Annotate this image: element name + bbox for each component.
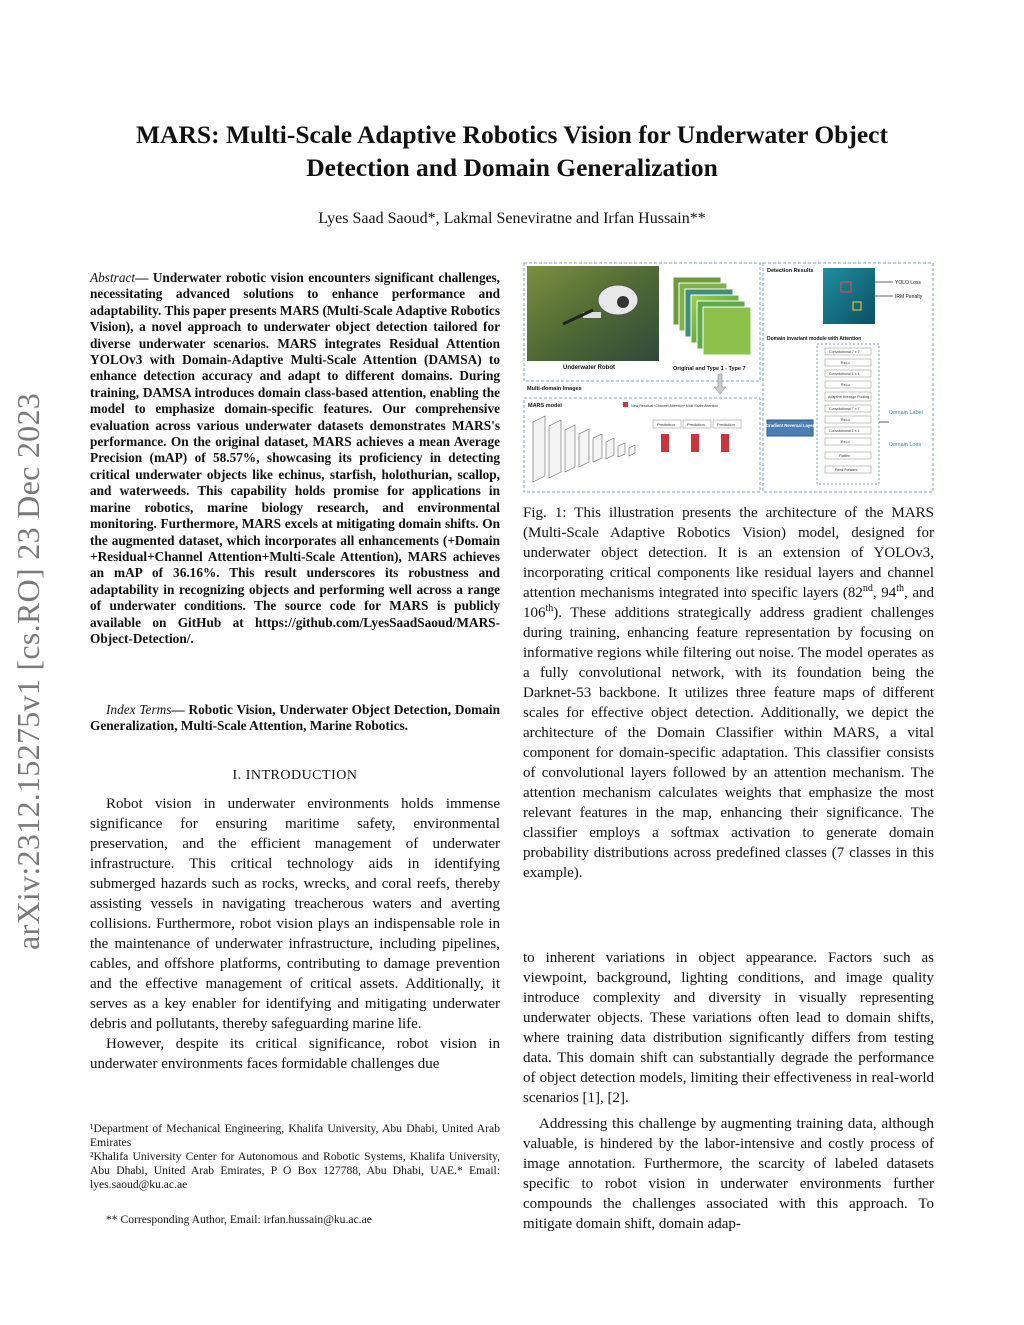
footnote: ²Khalifa University Center for Autonomous and Robotic Systems, Khalifa University, Abu Dhabi, United Arab Emirates, P O Box 127788, Abu Dhabi, UAE.* Email: lyes.saoud@ku.ac.ae xyxy=(90,1150,500,1191)
multi-domain-stack xyxy=(673,277,751,355)
abstract-text: Underwater robotic vision encounters significant challenges, necessitating advanced solutions to enhance performance and adaptability. This paper presents MARS (Multi-Scale Adaptive Robotics Vision), a novel approach to underwater object detection tailored for diverse underwater scenarios. MARS integrates Residual Attention YOLOv3 with Domain-Adaptive Multi-Scale Attention (DAMSA) to enhance detection accuracy and adapt to different domains. During training, DAMSA introduces domain class-based attention, enabling the model to emphasize domain-specific features. Our comprehensive evaluation across various underwater datasets demonstrates MARS's performance. On the original dataset, MARS achieves a mean Average Precision (mAP) of 58.57%, showcasing its proficiency in detecting critical underwater objects like echinus, starfish, holothurian, scallop, and waterweeds. This capability holds promise for applications in marine robotics, marine biology research, and environmental monitoring. Furthermore, MARS excels at mitigating domain shifts. On the augmented dataset, which incorporates all enhancements (+Domain +Residual+Channel Attention+Multi-Scale Attention), MARS achieves an mAP of 36.16%. This result underscores its robustness and adaptability in recognizing objects and performing well across a range of underwater conditions. The source code for MARS is publicly available on GitHub at https://github.com/LyesSaadSaoud/MARS-Object-Detection/. xyxy=(90,270,500,646)
figure-caption: Fig. 1: This illustration presents the architecture of the MARS (Multi-Scale Adaptive Robotics Vision) model, designed for underwater object detection. It is an extension of YOLOv3, incorporating critical components like residual layers and channel attention mechanisms integrated into specific layers (82nd, 94th, and 106th). These additions strategically address gradient challenges during training, enhancing feature representation by focusing on informative regions while filtering out noise. The model operates as a fully convolutional network, with its foundation being the Darknet-53 backbone. It utilizes three feature maps of different scales for effective object detection. Additionally, we depict the architecture of the Domain Classifier within MARS, a vital component for domain-specific adaptation. This classifier consists of convolutional layers followed by an attention mechanism. The attention mechanism calculates weights that emphasize the most relevant features in the map, enhancing their significance. The classifier employs a softmax activation to generate domain probability distributions across predefined classes (7 classes in this example). xyxy=(523,505,934,881)
paper-title: MARS: Multi-Scale Adaptive Robotics Vision for Underwater Object Detection and Domain Generalization xyxy=(136,120,888,182)
svg-text:Convolutional 1 x 1: Convolutional 1 x 1 xyxy=(829,372,860,376)
svg-text:ReLu: ReLu xyxy=(841,440,850,444)
section-heading: I. INTRODUCTION xyxy=(232,768,358,783)
network-layers xyxy=(533,416,635,482)
label-domain-loss: Domain Loss xyxy=(889,442,922,448)
label-yolo-loss: YOLO Loss xyxy=(895,280,921,286)
label-mars-model: MARS model xyxy=(528,403,562,409)
body-paragraph: Addressing this challenge by augmenting training data, although valuable, is hindered by the labor-intensive and costly process of image annotation. Furthermore, the scarcity of labeled datasets specific to robot vision in underwater environments further compounds the challenges associated with this approach. To mitigate domain shift, domain adap- xyxy=(523,1116,934,1232)
index-terms: Index Terms— Robotic Vision, Underwater Object Detection, Domain Generalization, Multi-Scale Attention, Marine Robotics. xyxy=(90,702,500,734)
prediction-heads xyxy=(653,420,741,452)
svg-text:Feed Forward: Feed Forward xyxy=(835,468,858,472)
right-column-text xyxy=(523,948,934,1234)
label-multi-domain: Multi-domain Images xyxy=(527,386,582,392)
label-underwater-robot: Underwater Robot xyxy=(563,365,616,371)
detection-image xyxy=(823,268,875,324)
label-gradient-reversal: Gradient Reversal Layer xyxy=(765,423,815,428)
index-terms-label: Index Terms xyxy=(106,702,172,717)
label-detection-results: Detection Results xyxy=(767,268,814,274)
intro-paragraph: However, despite its critical significance, robot vision in underwater environments faces formidable challenges due xyxy=(90,1036,500,1072)
label-original-types: Original and Type 1 - Type 7 xyxy=(673,366,746,372)
index-terms-text: Robotic Vision, Underwater Object Detection, Domain Generalization, Multi-Scale Attention, Marine Robotics. xyxy=(90,702,500,734)
svg-text:Flatten: Flatten xyxy=(839,454,850,458)
label-domain-label: Domain Label xyxy=(889,410,923,416)
svg-text:Prediction: Prediction xyxy=(687,422,705,427)
introduction-text xyxy=(90,794,500,1074)
legend-text: New Residual+Channel Attention+Multi Scale Attention xyxy=(631,404,719,408)
svg-text:Prediction: Prediction xyxy=(717,422,735,427)
label-irm-penalty: IRM Penalty xyxy=(895,294,923,300)
abstract-label: Abstract xyxy=(90,270,136,285)
intro-paragraph: Robot vision in underwater environments holds immense significance for ensuring maritime safety, environmental preservation, and the efficient management of underwater infrastructure. This critical technology aids in identifying submerged hazards such as rocks, wrecks, and coral reefs, thereby assisting vessels in navigating treacherous waters and averting collisions. Furthermore, robot vision plays an indispensable role in the maintenance of underwater infrastructure, including pipelines, cables, and offshore platforms, contributing to damage prevention and the effective management of critical assets. Additionally, it serves as a key enabler for identifying and mitigating underwater debris and pollutants, thereby safeguarding marine life. xyxy=(90,796,500,1032)
domain-classifier-layers xyxy=(825,348,871,473)
body-paragraph: to inherent variations in object appearance. Factors such as viewpoint, background, lighting conditions, and image quality introduce complexity and diversity in visually representing underwater objects. These variations often lead to domain shifts, where training data distribution significantly differs from testing data. This domain shift can substantially degrade the performance of object detection models, limiting their effectiveness in real-world scenarios [1], [2]. xyxy=(523,950,934,1106)
svg-text:Prediction: Prediction xyxy=(657,422,675,427)
svg-text:Convolutional 7 x 7: Convolutional 7 x 7 xyxy=(829,407,860,411)
svg-text:ReLu: ReLu xyxy=(841,418,850,422)
footnote: ** Corresponding Author, Email: irfan.hussain@ku.ac.ae xyxy=(106,1213,372,1226)
author-list: Lyes Saad Saoud*, Lakmal Seneviratne and Irfan Hussain** xyxy=(318,210,706,227)
abstract: Abstract— Underwater robotic vision encounters significant challenges, necessitating advanced solutions to enhance performance and adaptability. This paper presents MARS (Multi-Scale Adaptive Robotics Vision), a novel approach to underwater object detection tailored for diverse underwater scenarios. MARS integrates Residual Attention YOLOv3 with Domain-Adaptive Multi-Scale Attention (DAMSA) to enhance detection accuracy and adapt to different domains. During training, DAMSA introduces domain class-based attention, enabling the model to emphasize domain-specific features. Our comprehensive evaluation across various underwater datasets demonstrates MARS's performance. On the original dataset, MARS achieves a mean Average Precision (mAP) of 58.57%, showcasing its proficiency in detecting critical underwater objects like echinus, starfish, holothurian, scallop, and waterweeds. This capability holds promise for applications in marine robotics, marine biology research, and environmental monitoring. Furthermore, MARS excels at mitigating domain shifts. On the augmented dataset, which incorporates all enhancements (+Domain +Residual+Channel Attention+Multi-Scale Attention), MARS achieves an mAP of 36.16%. This result underscores its robustness and adaptability in recognizing objects and performing well across a range of underwater conditions. The source code for MARS is publicly available on GitHub at https://github.com/LyesSaadSaoud/MARS-Object-Detection/. xyxy=(90,270,500,646)
architecture-diagram xyxy=(523,262,934,494)
arxiv-identifier: arXiv:2312.15275v1 [cs.RO] 23 Dec 2023 xyxy=(10,392,46,950)
footnote: ¹Department of Mechanical Engineering, Khalifa University, Abu Dhabi, United Arab Emirates xyxy=(90,1122,500,1149)
svg-text:ReLu: ReLu xyxy=(841,361,850,365)
svg-text:Convolutional 7 x 7: Convolutional 7 x 7 xyxy=(829,350,860,354)
figure-1 xyxy=(523,262,934,494)
svg-text:Adaptive Average Pooling: Adaptive Average Pooling xyxy=(828,395,870,399)
svg-text:Convolutional 1 x 1: Convolutional 1 x 1 xyxy=(829,429,860,433)
label-domain-invariant: Domain invariant module with Attention xyxy=(767,336,862,342)
svg-text:ReLu: ReLu xyxy=(841,383,850,387)
